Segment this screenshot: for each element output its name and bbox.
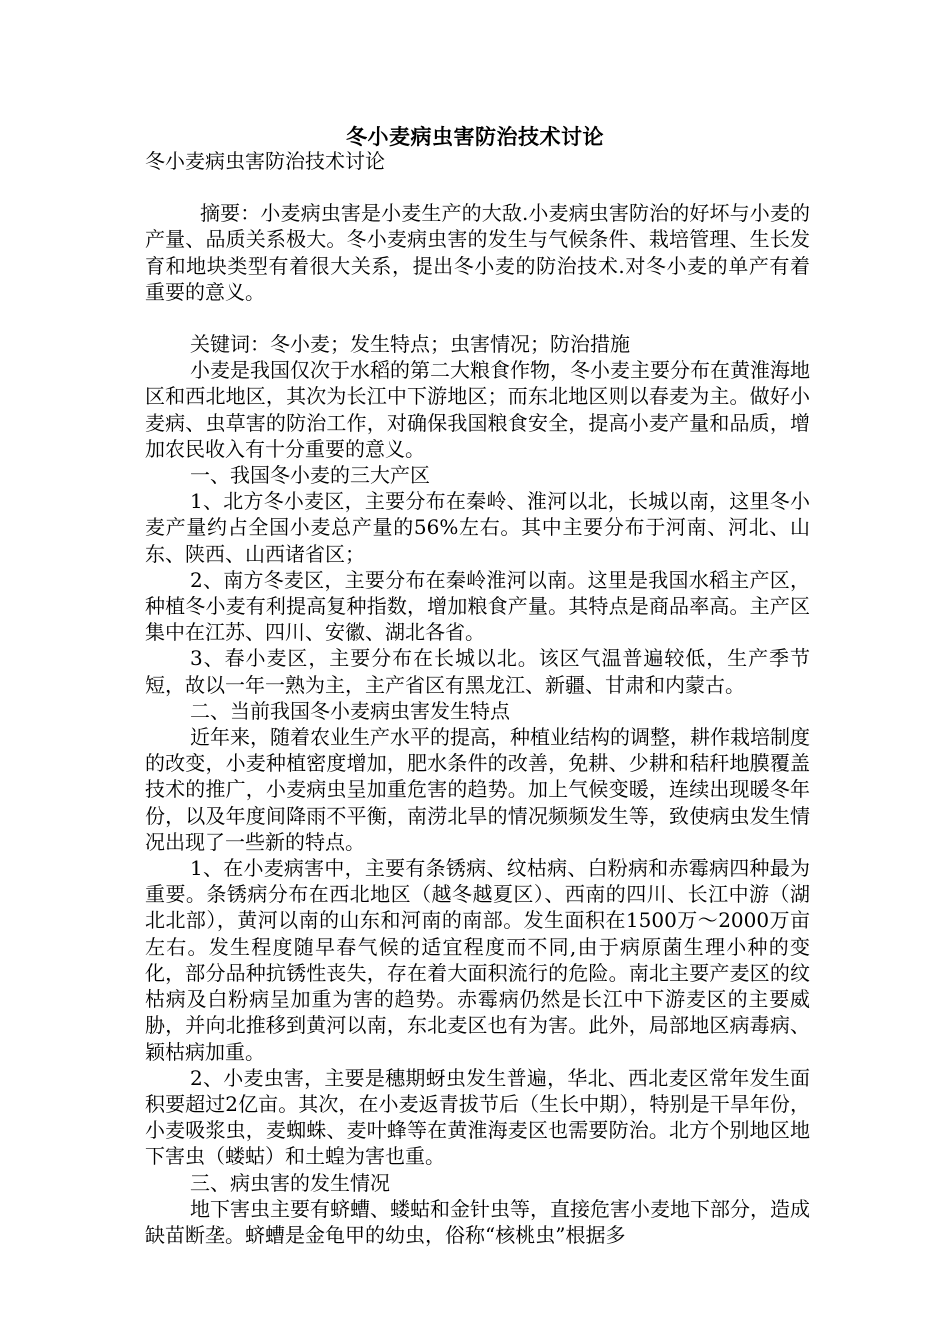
abstract-paragraph: 摘要：小麦病虫害是小麦生产的大敌.小麦病虫害防治的好坏与小麦的产量、品质关系极大。冬小麦病虫害的发生与气候条件、栽培管理、生长发育和地块类型有着很大关系，提出冬小麦的防治技术.对冬小麦的单产有着重要的意义。: [145, 201, 810, 304]
blank-line: [145, 174, 810, 200]
disease-paragraph: 1、在小麦病害中，主要有条锈病、纹枯病、白粉病和赤霉病四种最为重要。条锈病分布在西北地区（越冬越夏区）、西南的四川、长江中游（湖北北部），黄河以南的山东和河南的南部。发生面积在1500万～2000万亩左右。发生程度随早春气候的适宜程度而不同,由于病原菌生理小种的变化，部分品种抗锈性丧失，存在着大面积流行的危险。南北主要产麦区的纹枯病及白粉病呈加重为害的趋势。赤霉病仍然是长江中下游麦区的主要威胁，并向北推移到黄河以南，东北麦区也有为害。此外，局部地区病毒病、颖枯病加重。: [145, 856, 810, 1064]
trend-paragraph: 近年来，随着农业生产水平的提高，种植业结构的调整，耕作栽培制度的改变，小麦种植密度增加，肥水条件的改善，免耕、少耕和秸秆地膜覆盖技术的推广，小麦病虫呈加重危害的趋势。加上气候变暖，连续出现暖冬年份，以及年度间降雨不平衡，南涝北旱的情况频频发生等，致使病虫发生情况出现了一些新的特点。: [145, 725, 810, 854]
document-title: 冬小麦病虫害防治技术讨论: [346, 124, 604, 149]
keywords-line: 关键词：冬小麦；发生特点；虫害情况；防治措施: [190, 332, 630, 357]
pest-paragraph: 2、小麦虫害，主要是穗期蚜虫发生普遍，华北、西北麦区常年发生面积要超过2亿亩。其次，在小麦返青拔节后（生长中期），特别是干旱年份，小麦吸浆虫，麦蜘蛛、麦叶蜂等在黄淮海麦区也需要防治。北方个别地区地下害虫（蝼蛄）和土蝗为害也重。: [145, 1065, 810, 1169]
blank-line: [145, 305, 810, 331]
region-paragraph-south: 2、南方冬麦区，主要分布在秦岭淮河以南。这里是我国水稻主产区，种植冬小麦有利提高复种指数，增加粮食产量。其特点是商品率高。主产区集中在江苏、四川、安徽、湖北各省。: [145, 567, 810, 645]
region-paragraph-spring: 3、春小麦区，主要分布在长城以北。该区气温普遍较低，生产季节短，故以一年一熟为主，主产省区有黑龙江、新疆、甘肃和内蒙古。: [145, 646, 810, 697]
section-heading-1: 一、我国冬小麦的三大产区: [190, 463, 430, 488]
document-body: [145, 148, 810, 1248]
region-paragraph-north: 1、北方冬小麦区，主要分布在秦岭、淮河以北，长城以南，这里冬小麦产量约占全国小麦总产量的56%左右。其中主要分布于河南、河北、山东、陕西、山西诸省区；: [145, 489, 810, 566]
section-heading-2: 二、当前我国冬小麦病虫害发生特点: [190, 698, 510, 723]
document-subtitle: 冬小麦病虫害防治技术讨论: [145, 149, 385, 173]
intro-paragraph: 小麦是我国仅次于水稻的第二大粮食作物，冬小麦主要分布在黄淮海地区和西北地区，其次为长江中下游地区；而东北地区则以春麦为主。做好小麦病、虫草害的防治工作，对确保我国粮食安全，提高小麦产量和品质，增加农民收入有十分重要的意义。: [145, 358, 810, 461]
underground-pest-paragraph: 地下害虫主要有蛴螬、蝼蛄和金针虫等，直接危害小麦地下部分，造成缺苗断垄。蛴螬是金龟甲的幼虫，俗称“核桃虫”根据多: [145, 1196, 810, 1247]
section-heading-3: 三、病虫害的发生情况: [190, 1170, 390, 1195]
